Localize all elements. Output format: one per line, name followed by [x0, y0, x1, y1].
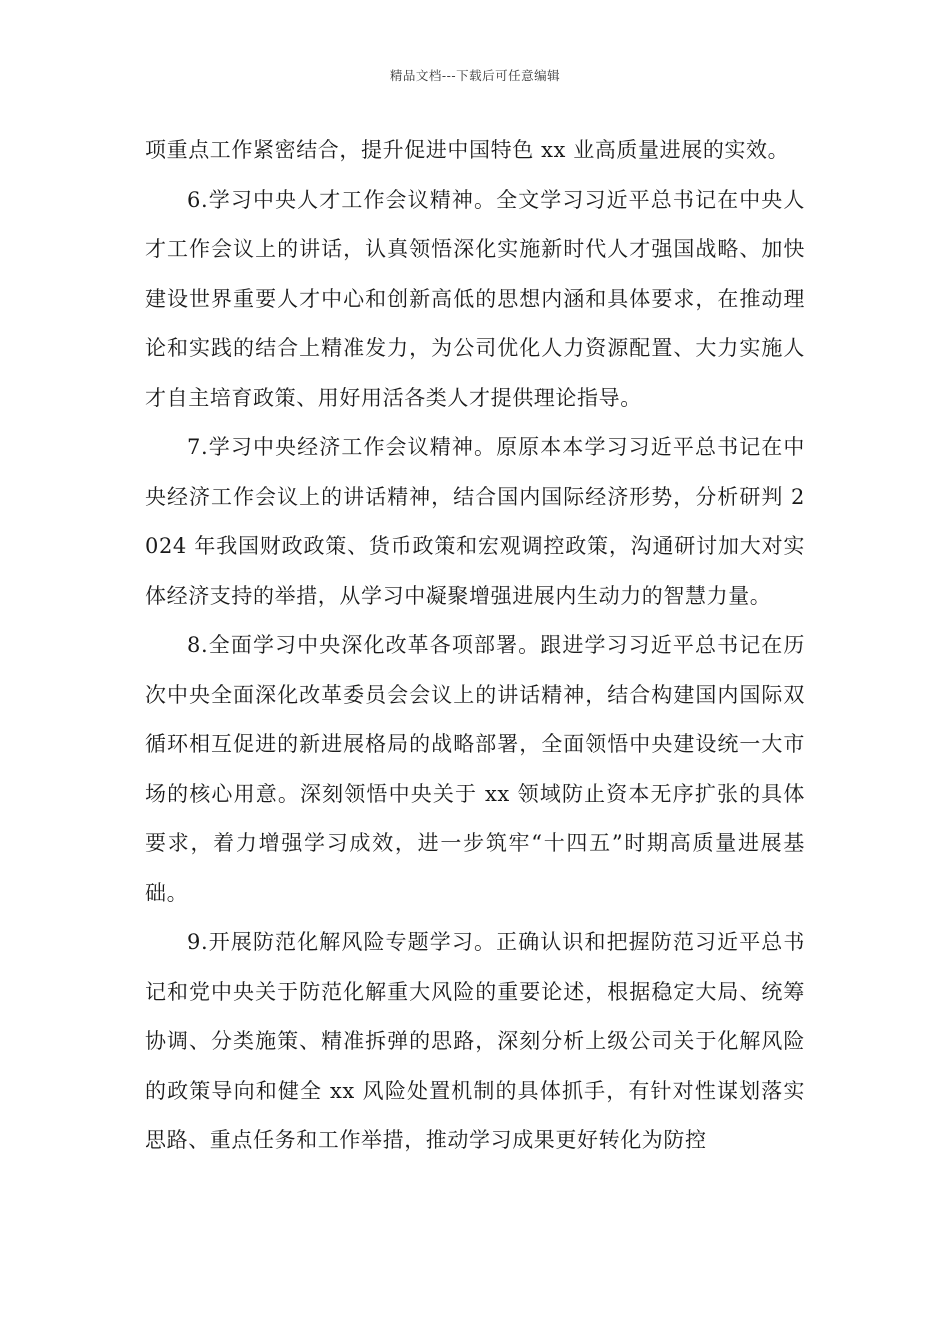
page-header: 精品文档---下载后可任意编辑: [389, 68, 561, 83]
paragraph-continuation: 项重点工作紧密结合，提升促进中国特色 xx 业高质量进展的实效。: [145, 138, 790, 162]
paragraph-item-8: 8.全面学习中央深化改革各项部署。跟进学习习近平总书记在历次中央全面深化改革委员会会议上的讲话精神，结合构建国内国际双循环相互促进的新进展格局的战略部署，全面领悟中央建设统一大市场的核心用意。深刻领悟中央关于 xx 领域防止资本无序扩张的具体要求，着力增强学习成效，进一步筑牢“十四五”时期高质量进展基础。: [145, 633, 805, 905]
paragraph-item-6: 6.学习中央人才工作会议精神。全文学习习近平总书记在中央人才工作会议上的讲话，认真领悟深化实施新时代人才强国战略、加快建设世界重要人才中心和创新高低的思想内涵和具体要求，在推动理论和实践的结合上精准发力，为公司优化人力资源配置、大力实施人才自主培育政策、用好用活各类人才提供理论指导。: [145, 187, 805, 410]
paragraph-item-9: 9.开展防范化解风险专题学习。正确认识和把握防范习近平总书记和党中央关于防范化解重大风险的重要论述，根据稳定大局、统筹协调、分类施策、精准拆弹的思路，深刻分析上级公司关于化解风险的政策导向和健全 xx 风险处置机制的具体抓手，有针对性谋划落实思路、重点任务和工作举措，推动学习成果更好转化为防控: [145, 930, 805, 1152]
paragraph-item-7: 7.学习中央经济工作会议精神。原原本本学习习近平总书记在中央经济工作会议上的讲话精神，结合国内国际经济形势，分析研判 2024 年我国财政政策、货币政策和宏观调控政策，沟通研讨加大对实体经济支持的举措，从学习中凝聚增强进展内生动力的智慧力量。: [145, 435, 805, 608]
document-body: [145, 126, 805, 1166]
